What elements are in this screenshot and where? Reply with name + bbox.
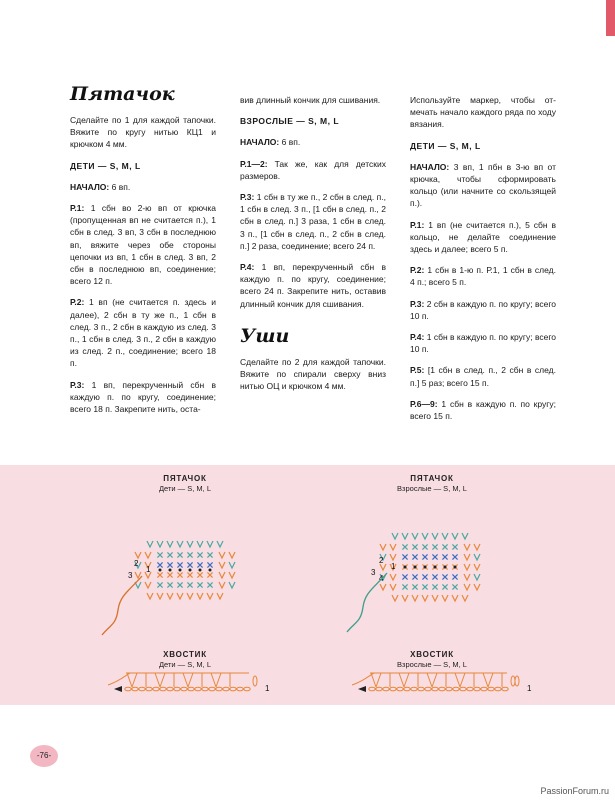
page-number: -76- — [30, 745, 58, 767]
start-arrow-mark — [114, 686, 122, 692]
chain-stitch — [139, 687, 145, 691]
chain-stitch — [397, 687, 403, 691]
inc-stitch-mark — [135, 552, 141, 558]
chain-dot — [209, 569, 212, 572]
chain-stitch — [446, 687, 452, 691]
dc-stitch-mark — [427, 673, 432, 687]
start-arrow-mark — [358, 686, 366, 692]
dc-stitch-mark — [432, 673, 437, 687]
chain-dot — [424, 566, 427, 569]
inc-stitch-mark — [187, 541, 193, 547]
chain-stitch — [460, 687, 466, 691]
start-curve-mark — [352, 673, 374, 685]
chain-dot — [199, 569, 202, 572]
ears-row-3: Р.3: 2 сбн в каждую п. по кругу; всего 10 п. — [410, 298, 556, 321]
chain-dot — [189, 569, 192, 572]
chain-stitch — [390, 687, 396, 691]
chain-stitch — [453, 687, 459, 691]
snout-kids-chart — [102, 541, 235, 635]
chain-dot — [169, 569, 172, 572]
dc-stitch-mark — [155, 673, 160, 687]
inc-stitch-mark — [392, 595, 398, 601]
inc-stitch-mark — [229, 562, 235, 568]
tail-kids-title: ХВОСТИК — [163, 650, 207, 659]
dc-stitch-mark — [376, 673, 381, 687]
inc-stitch-mark — [462, 595, 468, 601]
chain-stitch — [209, 687, 215, 691]
inc-stitch-mark — [464, 574, 470, 580]
turning-chain-mark — [515, 676, 519, 686]
chain-stitch — [404, 687, 410, 691]
inc-stitch-mark — [219, 552, 225, 558]
inc-stitch-mark — [464, 544, 470, 550]
snout-adult-chart — [347, 533, 480, 632]
row-number-label: 2 — [379, 556, 384, 565]
chain-dot — [179, 569, 182, 572]
page-tab-marker — [606, 0, 615, 36]
inc-stitch-mark — [147, 593, 153, 599]
inc-stitch-mark — [474, 564, 480, 570]
chain-dot — [444, 566, 447, 569]
chain-stitch — [132, 687, 138, 691]
chain-stitch — [181, 687, 187, 691]
row-number-label: 1 — [146, 565, 151, 574]
chain-stitch — [216, 687, 222, 691]
column-2 — [240, 94, 386, 401]
chain-stitch — [474, 687, 480, 691]
snout-adult-subtitle: Взрослые — S, M, L — [397, 484, 467, 493]
column-3 — [410, 94, 556, 431]
chain-stitch — [488, 687, 494, 691]
chain-stitch — [230, 687, 236, 691]
ears-row-5: Р.5: [1 сбн в след. п., 2 сбн в след. п.] 5 раз; всего 15 п. — [410, 365, 556, 388]
inc-stitch-mark — [167, 593, 173, 599]
chain-stitch — [418, 687, 424, 691]
adult-row-4: Р.4: 1 вп, перекрученный сбн в каждую п. по кругу, соединение; всего 24 п. Закрепите нить, оставив длинный кончик для сшивания. — [240, 262, 386, 309]
inc-stitch-mark — [402, 595, 408, 601]
adult-size-title: ВЗРОСЛЫЕ — S, M, L — [240, 116, 340, 127]
crochet-charts — [0, 465, 615, 705]
chain-stitch — [369, 687, 375, 691]
tail-adult-title: ХВОСТИК — [410, 650, 454, 659]
inc-stitch-mark — [380, 544, 386, 550]
heading-snout: Пятачок — [70, 83, 175, 105]
chain-stitch — [188, 687, 194, 691]
chain-stitch — [411, 687, 417, 691]
inc-stitch-mark — [412, 595, 418, 601]
inc-stitch-mark — [217, 541, 223, 547]
ears-row-2: Р.2: 1 сбн в 1-ю п. Р.1, 1 сбн в след. 4 п.; всего 5 п. — [410, 265, 556, 288]
continued-text: вив длинный кончик для сшивания. — [240, 95, 381, 105]
chain-stitch — [502, 687, 508, 691]
chain-dot — [159, 569, 162, 572]
row-number-label: 1 — [391, 562, 396, 571]
chain-stitch — [237, 687, 243, 691]
row-number-label: 3 — [371, 568, 376, 577]
inc-stitch-mark — [464, 554, 470, 560]
chain-stitch — [439, 687, 445, 691]
inc-stitch-mark — [145, 552, 151, 558]
inc-stitch-mark — [229, 582, 235, 588]
inc-stitch-mark — [157, 593, 163, 599]
tail-adult-chart — [352, 673, 532, 693]
chain-dot — [404, 566, 407, 569]
kids-size-title: ДЕТИ — S, M, L — [70, 160, 141, 171]
start-curve-mark — [108, 673, 130, 685]
dc-stitch-mark — [399, 673, 404, 687]
dc-stitch-mark — [132, 673, 137, 687]
chain-stitch — [432, 687, 438, 691]
snout-adult-title: ПЯТАЧОК — [410, 474, 454, 483]
inc-stitch-mark — [422, 533, 428, 539]
chain-dot — [434, 566, 437, 569]
watermark: PassionForum.ru — [540, 786, 609, 796]
inc-stitch-mark — [177, 541, 183, 547]
turning-chain-mark — [511, 676, 515, 686]
inc-stitch-mark — [187, 593, 193, 599]
inc-stitch-mark — [177, 593, 183, 599]
inc-stitch-mark — [390, 554, 396, 560]
inc-stitch-mark — [474, 544, 480, 550]
inc-stitch-mark — [207, 541, 213, 547]
chain-stitch — [167, 687, 173, 691]
chain-stitch — [467, 687, 473, 691]
row-number-label: 3 — [128, 571, 133, 580]
inc-stitch-mark — [390, 574, 396, 580]
chain-stitch — [244, 687, 250, 691]
marker-note: Используйте маркер, чтобы отмечать начало каждого ряда по ходу вязания. — [410, 95, 556, 130]
row-3: Р.3: 1 вп, перекрученный сбн в каждую п. по кругу, соединение; всего 18 п. Закрепите нить, оста- — [70, 379, 216, 415]
inc-stitch-mark — [167, 541, 173, 547]
ears-row-4: Р.4: 1 сбн в каждую п. по кругу; всего 10 п. — [410, 332, 556, 355]
inc-stitch-mark — [229, 572, 235, 578]
inc-stitch-mark — [197, 541, 203, 547]
inc-stitch-mark — [464, 564, 470, 570]
dc-stitch-mark — [455, 673, 460, 687]
inc-stitch-mark — [442, 595, 448, 601]
ears-row-1: Р.1: 1 вп (не считается п.), 5 сбн в кольцо, не делайте соединение здесь и далее; всего 5 п. — [410, 219, 556, 255]
chain-stitch — [481, 687, 487, 691]
inc-stitch-mark — [432, 533, 438, 539]
inc-stitch-mark — [380, 584, 386, 590]
inc-stitch-mark — [432, 595, 438, 601]
chain-stitch — [223, 687, 229, 691]
dc-stitch-mark — [371, 673, 376, 687]
chain-stitch — [153, 687, 159, 691]
inc-stitch-mark — [452, 595, 458, 601]
column-1 — [70, 82, 216, 424]
adult-row-3: Р.3: 1 сбн в ту же п., 2 сбн в след. п., 1 сбн в след. 3 п., [1 сбн в след. п., 2 сбн в след. п.] 3 раза, 1 сбн в след. 3 п., [1 сбн в след. п., 2 сбн в след. п.] 2 раза, соединение; всего 24 п. — [240, 192, 386, 251]
ears-start-row: НАЧАЛО: 3 вп, 1 пбн в 3-ю вп от крючка, чтобы сформировать кольцо (или начните со скользящей п.). — [410, 161, 556, 209]
ears-intro: Сделайте по 2 для каждой тапочки. Вяжите по спирали сверху вниз нитью ОЦ и крючком 4 мм. — [240, 356, 386, 392]
inc-stitch-mark — [402, 533, 408, 539]
inc-stitch-mark — [390, 544, 396, 550]
chain-stitch — [425, 687, 431, 691]
inc-stitch-mark — [145, 582, 151, 588]
inc-stitch-mark — [442, 533, 448, 539]
inc-stitch-mark — [219, 572, 225, 578]
dc-stitch-mark — [160, 673, 165, 687]
inc-stitch-mark — [412, 533, 418, 539]
inc-stitch-mark — [219, 582, 225, 588]
dc-stitch-mark — [404, 673, 409, 687]
dc-stitch-mark — [188, 673, 193, 687]
inc-stitch-mark — [219, 562, 225, 568]
row-number-label: 1 — [527, 684, 532, 693]
inc-stitch-mark — [392, 533, 398, 539]
chain-stitch — [495, 687, 501, 691]
dc-stitch-mark — [211, 673, 216, 687]
chain-stitch — [383, 687, 389, 691]
chain-stitch — [160, 687, 166, 691]
inc-stitch-mark — [390, 584, 396, 590]
inc-stitch-mark — [197, 593, 203, 599]
turning-chain-mark — [253, 676, 257, 686]
ears-row-6-9: Р.6—9: 1 сбн в каждую п. по кругу; всего 15 п. — [410, 398, 556, 422]
adult-start-row: НАЧАЛО: 6 вп. — [240, 137, 301, 148]
chain-stitch — [125, 687, 131, 691]
chain-stitch — [174, 687, 180, 691]
row-number-label: 4 — [379, 574, 384, 583]
inc-stitch-mark — [147, 541, 153, 547]
row-number-label: 1 — [265, 684, 270, 693]
chain-stitch — [146, 687, 152, 691]
inc-stitch-mark — [474, 554, 480, 560]
row-2: Р.2: 1 вп (не считается п. здесь и далее), 2 сбн в ту же п., 1 сбн в след. 3 п., 2 сбн в каждую из след. 3 п., 1 сбн в след. 3 п., 2 сбн в каждую из след. 2 п., соединение; всего 18 п. — [70, 297, 216, 369]
start-row: НАЧАЛО: 6 вп. — [70, 181, 131, 192]
dc-stitch-mark — [216, 673, 221, 687]
inc-stitch-mark — [464, 584, 470, 590]
inc-stitch-mark — [135, 572, 141, 578]
chain-dot — [454, 566, 457, 569]
inc-stitch-mark — [207, 593, 213, 599]
snout-intro: Сделайте по 1 для каждой тапочки. Вяжите по кругу нитью КЦ1 и крючком 4 мм. — [70, 115, 216, 150]
chain-stitch — [202, 687, 208, 691]
chain-dot — [414, 566, 417, 569]
tail-kids-subtitle: Дети — S, M, L — [158, 660, 212, 669]
dc-stitch-mark — [183, 673, 188, 687]
dc-stitch-mark — [127, 673, 132, 687]
dc-stitch-mark — [488, 673, 493, 687]
snout-kids-title: ПЯТАЧОК — [163, 474, 207, 483]
chain-stitch — [195, 687, 201, 691]
inc-stitch-mark — [474, 584, 480, 590]
inc-stitch-mark — [422, 595, 428, 601]
row-1: Р.1: 1 сбн во 2-ю вп от крючка (пропущенная вп не считается п.), 1 сбн в след. 3 вп, 3 сбн в последнюю вп, вяжите через обе стороны цепочки из вп, 1 сбн в след. 3 вп, 2 сбн в последнюю вп, соединение; всего 12 п. — [70, 203, 216, 287]
tail-adult-subtitle: Взрослые — S, M, L — [397, 660, 467, 669]
inc-stitch-mark — [462, 533, 468, 539]
heading-ears: Уши — [240, 324, 290, 347]
dc-stitch-mark — [483, 673, 488, 687]
inc-stitch-mark — [474, 574, 480, 580]
inc-stitch-mark — [452, 533, 458, 539]
inc-stitch-mark — [229, 552, 235, 558]
chain-stitch — [376, 687, 382, 691]
snout-kids-subtitle: Дети — S, M, L — [158, 484, 212, 493]
inc-stitch-mark — [157, 541, 163, 547]
dc-stitch-mark — [460, 673, 465, 687]
adult-row-1-2: Р.1—2: Так же, как для детских размеров. — [240, 158, 386, 181]
inc-stitch-mark — [217, 593, 223, 599]
ears-kids-size-title: ДЕТИ — S, M, L — [410, 140, 481, 151]
row-number-label: 2 — [134, 559, 139, 568]
tail-kids-chart — [108, 673, 270, 693]
